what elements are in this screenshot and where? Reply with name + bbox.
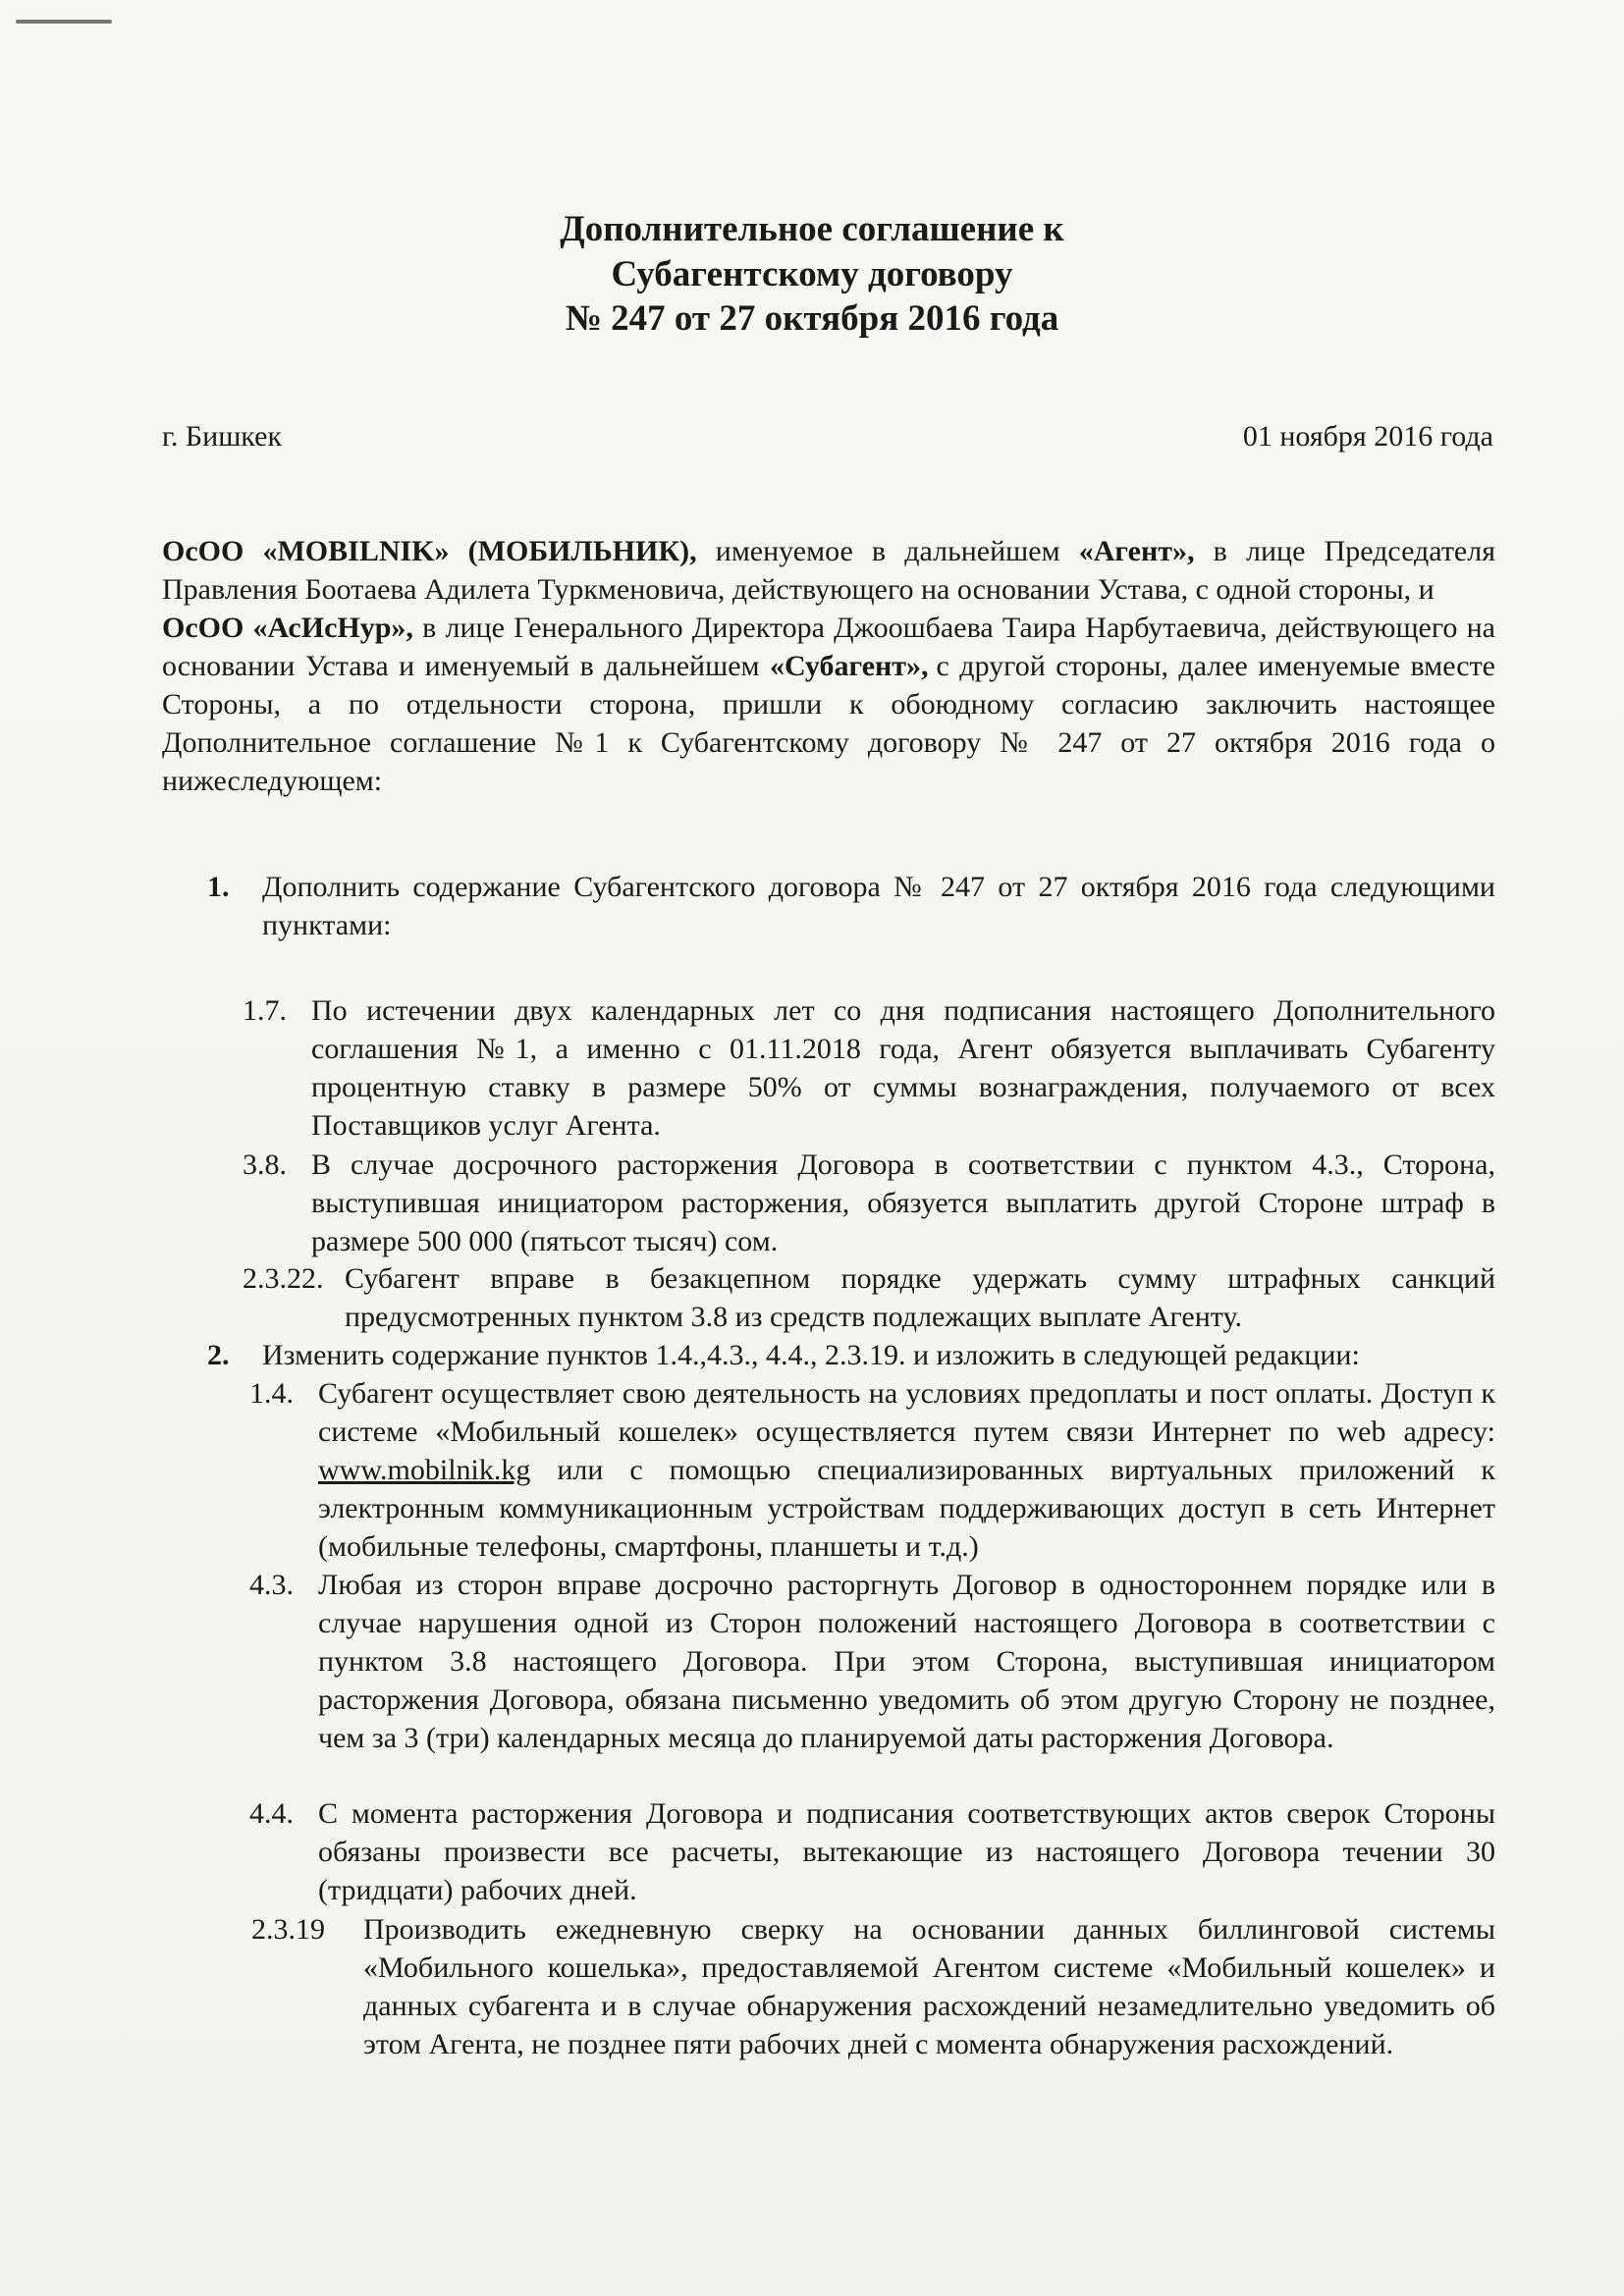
- clause-2-3-19: [251, 1910, 1495, 2063]
- party1-name: ОсОО «MOBILNIK» (МОБИЛЬНИК),: [162, 535, 697, 567]
- city: г. Бишкек: [162, 420, 283, 453]
- subclause-number: 2.3.22.: [243, 1262, 324, 1295]
- subclause-text-b: или с помощью специализированных виртуальных приложений к электронным коммуникационным устройствам поддерживающих доступ в сеть Интернет (мобильные телефоны, смартфоны, планшеты и т.д.): [318, 1454, 1496, 1563]
- party2-name: ОсОО «АсИсНур»,: [162, 612, 413, 644]
- preamble-party2: [162, 609, 1495, 800]
- title-line-2: Субагентскому договору: [611, 254, 1013, 294]
- clause-2-3-22: [243, 1259, 1495, 1336]
- subclause-number: 4.3.: [249, 1569, 294, 1601]
- title-line-3: № 247 от 27 октября 2016 года: [565, 298, 1059, 339]
- clause-text: Изменить содержание пунктов 1.4.,4.3., 4.4., 2.3.19. и изложить в следующей редакции:: [262, 1339, 1360, 1371]
- clause-1: [207, 868, 1495, 944]
- party1-role: «Агент»,: [1078, 535, 1195, 567]
- party2-text-b: с другой стороны, далее именуемые вместе Стороны, а по отдельности сторона, пришли к обоюдному согласию заключить настоящее Дополнительное соглашение №1 к Субагентскому договору № 247 от 27 октября 2016 года о нижеследующем:: [162, 650, 1495, 797]
- clause-text: Дополнить содержание Субагентского договора № 247 от 27 октября 2016 года следующими пунктами:: [262, 871, 1495, 941]
- subclause-text: С момента расторжения Договора и подписания соответствующих актов сверок Стороны обязаны произвести все расчеты, вытекающие из настоящего Договора течении 30 (тридцати) рабочих дней.: [318, 1797, 1495, 1906]
- subclause-number: 1.4.: [249, 1377, 294, 1410]
- subclause-number: 4.4.: [249, 1797, 294, 1830]
- subclause-text: Субагент вправе в безакцепном порядке удержать сумму штрафных санкций предусмотренных пунктом 3.8 из средств подлежащих выплате Агенту.: [345, 1262, 1495, 1333]
- subclause-text: Любая из сторон вправе досрочно расторгнуть Договор в одностороннем порядке или в случае нарушения одной из Сторон положений настоящего Договора в соответствии с пунктом 3.8 настоящего Договора. При этом Сторона, выступившая инициатором расторжения Договора, обязана письменно уведомить об этом другую Сторону не позднее, чем за 3 (три) календарных месяца до планируемой даты расторжения Договора.: [318, 1569, 1495, 1754]
- subclause-number: 3.8.: [243, 1148, 287, 1181]
- preamble-party1: [162, 532, 1495, 609]
- subclause-text: Производить ежедневную сверку на основании данных биллинговой системы «Мобильного кошелька», предоставляемой Агентом системе «Мобильный кошелек» и данных субагента и в случае обнаружения расхождений незамедлительно уведомить об этом Агента, не позднее пяти рабочих дней с момента обнаружения расхождений.: [363, 1913, 1495, 2060]
- clause-3-8: [243, 1146, 1495, 1260]
- subclause-number: 1.7.: [243, 994, 287, 1027]
- party1-text-b: в лице Председателя Правления Боотаева Адилета Туркменовича, действующего на основании Устава, с одной стороны, и: [162, 535, 1496, 606]
- subclause-text: В случае досрочного расторжения Договора в соответствии с пунктом 4.3., Сторона, выступившая инициатором расторжения, обязуется выплатить другой Стороне штраф в размере 500 000 (пятьсот тысяч) сом.: [311, 1148, 1495, 1257]
- preamble: [162, 532, 1495, 800]
- clause-number: 1.: [207, 871, 230, 903]
- party2-role: «Субагент»,: [769, 650, 929, 682]
- clause-1-7: [243, 991, 1495, 1145]
- mobilnik-link[interactable]: www.mobilnik.kg: [318, 1454, 531, 1486]
- document-date: 01 ноября 2016 года: [1242, 420, 1493, 453]
- clause-1-4: [249, 1374, 1496, 1566]
- subclause-text-a: Субагент осуществляет свою деятельность на условиях предоплаты и пост оплаты. Доступ к системе «Мобильный кошелек» осуществляется путем связи Интернет по web адресу:: [318, 1377, 1495, 1448]
- title-line-1: Дополнительное соглашение к: [560, 209, 1064, 249]
- party2-text-a: в лице Генерального Директора Джоошбаева Таира Нарбутаевича, действующего на основании Устава и именуемый в дальнейшем: [162, 612, 1495, 682]
- clause-4-3: [249, 1566, 1495, 1757]
- subclause-number: 2.3.19: [251, 1913, 325, 1946]
- party1-text-a: именуемое в дальнейшем: [715, 535, 1060, 567]
- scan-mark: [16, 20, 112, 24]
- subclause-text: По истечении двух календарных лет со дня подписания настоящего Дополнительного соглашения №1, а именно с 01.11.2018 года, Агент обязуется выплачивать Субагенту процентную ставку в размере 50% от суммы вознаграждения, получаемого от всех Поставщиков услуг Агента.: [311, 994, 1495, 1142]
- clause-2: [207, 1336, 1495, 1374]
- clause-number: 2.: [207, 1339, 230, 1371]
- clause-4-4: [249, 1794, 1495, 1909]
